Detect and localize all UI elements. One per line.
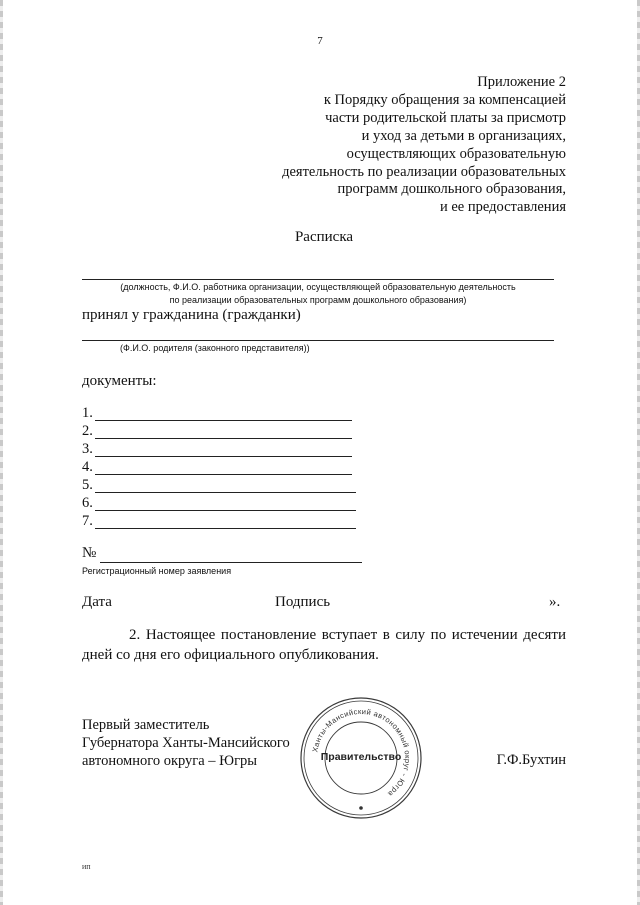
appendix-line: деятельность по реализации образовательных: [282, 163, 566, 180]
document-item-row: [82, 423, 352, 441]
appendix-line: программ дошкольного образования,: [337, 181, 566, 198]
document-item-line: [95, 438, 352, 439]
employee-caption-line: (должность, Ф.И.О. работника организации, осуществляющей образовательную деятельность: [120, 282, 516, 292]
number-sign: №: [82, 545, 97, 561]
document-item-row: [82, 513, 356, 531]
date-label: Дата: [82, 594, 112, 610]
document-item-number: 1.: [82, 405, 93, 421]
footer-mark: ип: [82, 862, 91, 871]
signer-title-line: Губернатора Ханты-Мансийского: [82, 734, 290, 751]
document-item-number: 6.: [82, 495, 93, 511]
document-item-row: [82, 405, 352, 423]
documents-label: документы:: [82, 373, 157, 389]
document-item-line: [95, 456, 352, 457]
signer-title: [82, 717, 290, 771]
closing-quote: ».: [549, 594, 561, 610]
reg-number-line: [100, 562, 362, 563]
appendix-header: [282, 74, 566, 217]
document-item-line: [95, 510, 356, 511]
effective-date-paragraph: 2. Настоящее постановление вступает в силу по истечении десяти дней со дня его официального опубликования.: [82, 627, 566, 663]
appendix-line: и ее предоставления: [439, 199, 566, 216]
reg-number-caption: Регистрационный номер заявления: [82, 566, 232, 576]
document-item-line: [95, 474, 352, 475]
document-item-row: [82, 477, 356, 495]
seal-center-text: Правительство: [320, 751, 402, 763]
document-item-line: [95, 492, 356, 493]
document-item-row: [82, 495, 356, 513]
document-item-number: 2.: [82, 423, 93, 439]
document-item-row: [82, 441, 352, 459]
document-item-number: 4.: [82, 459, 93, 475]
document-item-number: 7.: [82, 513, 93, 529]
signer-name: Г.Ф.Бухтин: [496, 752, 566, 768]
signer-title-line: автономного округа – Югры: [82, 752, 258, 769]
appendix-line: Приложение 2: [477, 74, 566, 90]
document-item-row: [82, 459, 352, 477]
document-item-number: 3.: [82, 441, 93, 457]
signer-title-line: Первый заместитель: [82, 717, 210, 733]
signature-label: Подпись: [275, 594, 331, 610]
document-item-number: 5.: [82, 477, 93, 493]
document-title: Расписка: [294, 229, 354, 245]
page-number: 7: [317, 35, 323, 47]
official-seal: [297, 694, 425, 822]
appendix-line: осуществляющих образовательную: [346, 145, 566, 162]
appendix-line: части родительской платы за присмотр: [325, 109, 566, 126]
page-edge-left: [0, 0, 3, 905]
seal-dot: [359, 806, 363, 810]
received-from-label: принял у гражданина (гражданки): [82, 307, 301, 323]
document-item-line: [95, 528, 356, 529]
seal-ring-text: Ханты-Мансийский автономный округ - Югра: [310, 706, 413, 799]
document-item-line: [95, 420, 352, 421]
appendix-line: к Порядку обращения за компенсацией: [323, 91, 566, 108]
employee-caption-line: по реализации образовательных программ дошкольного образования): [169, 295, 467, 305]
employee-line: [82, 279, 554, 280]
appendix-line: и уход за детьми в организациях,: [361, 127, 566, 144]
employee-caption: [82, 281, 554, 307]
parent-caption: (Ф.И.О. родителя (законного представителя)): [120, 343, 310, 353]
parent-line: [82, 340, 554, 341]
